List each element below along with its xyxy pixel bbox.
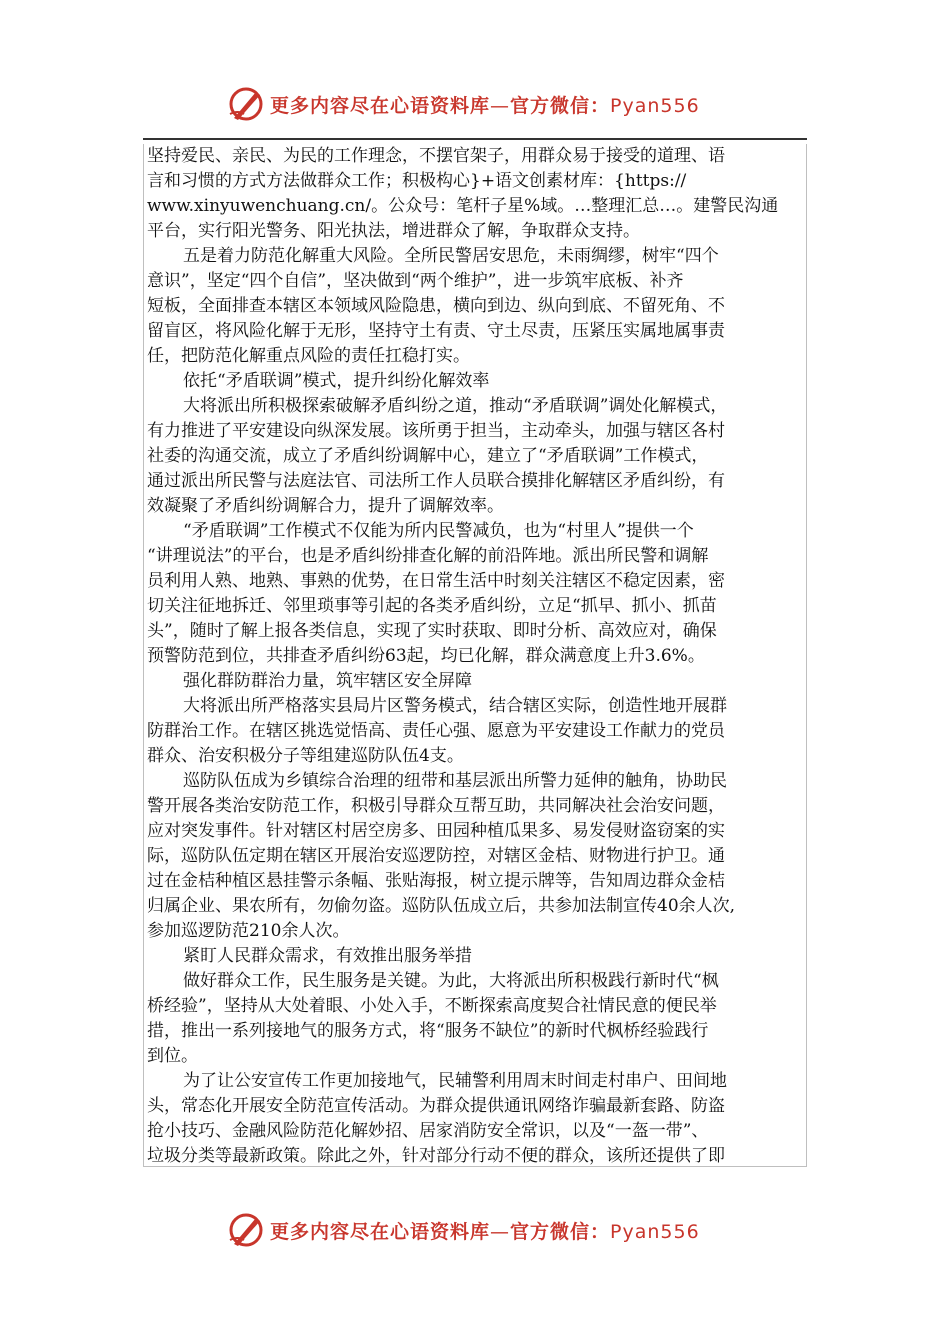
footer-text bbox=[270, 1217, 700, 1244]
text-line: www.xinyuwenchuang.cn/。公众号：笔杆子星%域。…整理汇总…。建警民沟通 bbox=[147, 196, 779, 216]
text-line: 防群治工作。在辖区挑选觉悟高、责任心强、愿意为平安建设工作献力的党员 bbox=[147, 721, 725, 741]
document-body bbox=[143, 144, 807, 1167]
text-line: 警开展各类治安防范工作，积极引导群众互帮互助，共同解决社会治安问题， bbox=[147, 796, 725, 816]
text-line: 效凝聚了矛盾纠纷调解合力，提升了调解效率。 bbox=[147, 496, 504, 516]
header-rule bbox=[143, 138, 807, 140]
section-heading: 强化群防群治力量，筑牢辖区安全屏障 bbox=[183, 671, 472, 691]
text-line: 巡防队伍成为乡镇综合治理的纽带和基层派出所警力延伸的触角，协助民 bbox=[183, 771, 727, 791]
header-handle: Pyan556 bbox=[610, 94, 700, 117]
text-line: 通过派出所民警与法庭法官、司法所工作人员联合摸排化解辖区矛盾纠纷，有 bbox=[147, 471, 725, 491]
header-text bbox=[270, 91, 700, 118]
text-line: “矛盾联调”工作模式不仅能为所内民警减负，也为“村里人”提供一个 bbox=[183, 521, 694, 541]
text-line: 过在金桔种植区悬挂警示条幅、张贴海报，树立提示牌等，告知周边群众金桔 bbox=[147, 871, 725, 891]
header-main-text: 更多内容尽在心语资料库 bbox=[270, 94, 491, 117]
section-heading: 紧盯人民群众需求，有效推出服务举措 bbox=[183, 946, 472, 966]
text-line: 际，巡防队伍定期在辖区开展治安巡逻防控，对辖区金桔、财物进行护卫。通 bbox=[147, 846, 725, 866]
text-line: 短板，全面排查本辖区本领域风险隐患，横向到边、纵向到底、不留死角、不 bbox=[147, 296, 725, 316]
footer-main-text: 更多内容尽在心语资料库 bbox=[270, 1220, 491, 1243]
text-line: 头”，随时了解上报各类信息，实现了实时获取、即时分析、高效应对，确保 bbox=[147, 621, 717, 641]
text-line: 应对突发事件。针对辖区村居空房多、田园种植瓜果多、易发侵财盗窃案的实 bbox=[147, 821, 725, 841]
text-line: 抢小技巧、金融风险防范化解妙招、居家消防安全常识，以及“一盔一带”、 bbox=[147, 1121, 709, 1141]
footer-handle: Pyan556 bbox=[610, 1220, 700, 1243]
header-suffix: 官方微信： bbox=[510, 94, 611, 117]
text-line: 平台，实行阳光警务、阳光执法，增进群众了解，争取群众支持。 bbox=[147, 221, 640, 241]
text-line: 预警防范到位，共排查矛盾纠纷63起，均已化解，群众满意度上升3.6%。 bbox=[147, 646, 705, 666]
text-line: 切关注征地拆迁、邻里琐事等引起的各类矛盾纠纷，立足“抓早、抓小、抓苗 bbox=[147, 596, 717, 616]
text-line: 任，把防范化解重点风险的责任扛稳打实。 bbox=[147, 346, 470, 366]
text-line: 措，推出一系列接地气的服务方式，将“服务不缺位”的新时代枫桥经验践行 bbox=[147, 1021, 709, 1041]
text-line: 有力推进了平安建设向纵深发展。该所勇于担当，主动牵头，加强与辖区各村 bbox=[147, 421, 725, 441]
text-line: 做好群众工作，民生服务是关键。为此，大将派出所积极践行新时代“枫 bbox=[183, 971, 719, 991]
text-line: 归属企业、果农所有，勿偷勿盗。巡防队伍成立后，共参加法制宣传40余人次, bbox=[147, 896, 736, 916]
text-line: 员利用人熟、地熟、事熟的优势，在日常生活中时刻关注辖区不稳定因素，密 bbox=[147, 571, 725, 591]
footer-banner bbox=[226, 1210, 746, 1250]
header-separator: — bbox=[490, 94, 511, 117]
footer-suffix: 官方微信： bbox=[510, 1220, 611, 1243]
text-line: 社委的沟通交流，成立了矛盾纠纷调解中心，建立了“矛盾联调”工作模式， bbox=[147, 446, 709, 466]
text-line: 到位。 bbox=[147, 1046, 198, 1066]
footer-separator: — bbox=[490, 1220, 511, 1243]
text-line: 为了让公安宣传工作更加接地气，民辅警利用周末时间走村串户、田间地 bbox=[183, 1071, 727, 1091]
text-line: 意识”，坚定“四个自信”，坚决做到“两个维护”，进一步筑牢底板、补齐 bbox=[147, 271, 684, 291]
text-line: 垃圾分类等最新政策。除此之外，针对部分行动不便的群众，该所还提供了即 bbox=[147, 1146, 725, 1166]
section-heading: 依托“矛盾联调”模式，提升纠纷化解效率 bbox=[183, 371, 490, 391]
text-line: 群众、治安积极分子等组建巡防队伍4支。 bbox=[147, 746, 464, 766]
text-line: 大将派出所严格落实县局片区警务模式，结合辖区实际，创造性地开展群 bbox=[183, 696, 727, 716]
text-line: 大将派出所积极探索破解矛盾纠纷之道，推动“矛盾联调”调处化解模式， bbox=[183, 396, 728, 416]
pen-circle-logo-icon bbox=[226, 84, 266, 124]
text-line: “讲理说法”的平台，也是矛盾纠纷排查化解的前沿阵地。派出所民警和调解 bbox=[147, 546, 709, 566]
text-line: 桥经验”，坚持从大处着眼、小处入手，不断探索高度契合社情民意的便民举 bbox=[147, 996, 717, 1016]
pen-circle-logo-icon bbox=[226, 1210, 266, 1250]
text-line: 五是着力防范化解重大风险。全所民警居安思危，未雨绸缪，树牢“四个 bbox=[183, 246, 719, 266]
text-line: 参加巡逻防范210余人次。 bbox=[147, 921, 350, 941]
text-line: 留盲区，将风险化解于无形，坚持守土有责、守土尽责，压紧压实属地属事责 bbox=[147, 321, 725, 341]
text-line: 坚持爱民、亲民、为民的工作理念，不摆官架子，用群众易于接受的道理、语 bbox=[147, 146, 725, 166]
header-banner bbox=[226, 84, 746, 124]
text-line: 言和习惯的方式方法做群众工作；积极构心}+语文创素材库：{https:// bbox=[147, 171, 687, 191]
text-line: 头，常态化开展安全防范宣传活动。为群众提供通讯网络诈骗最新套路、防盗 bbox=[147, 1096, 725, 1116]
